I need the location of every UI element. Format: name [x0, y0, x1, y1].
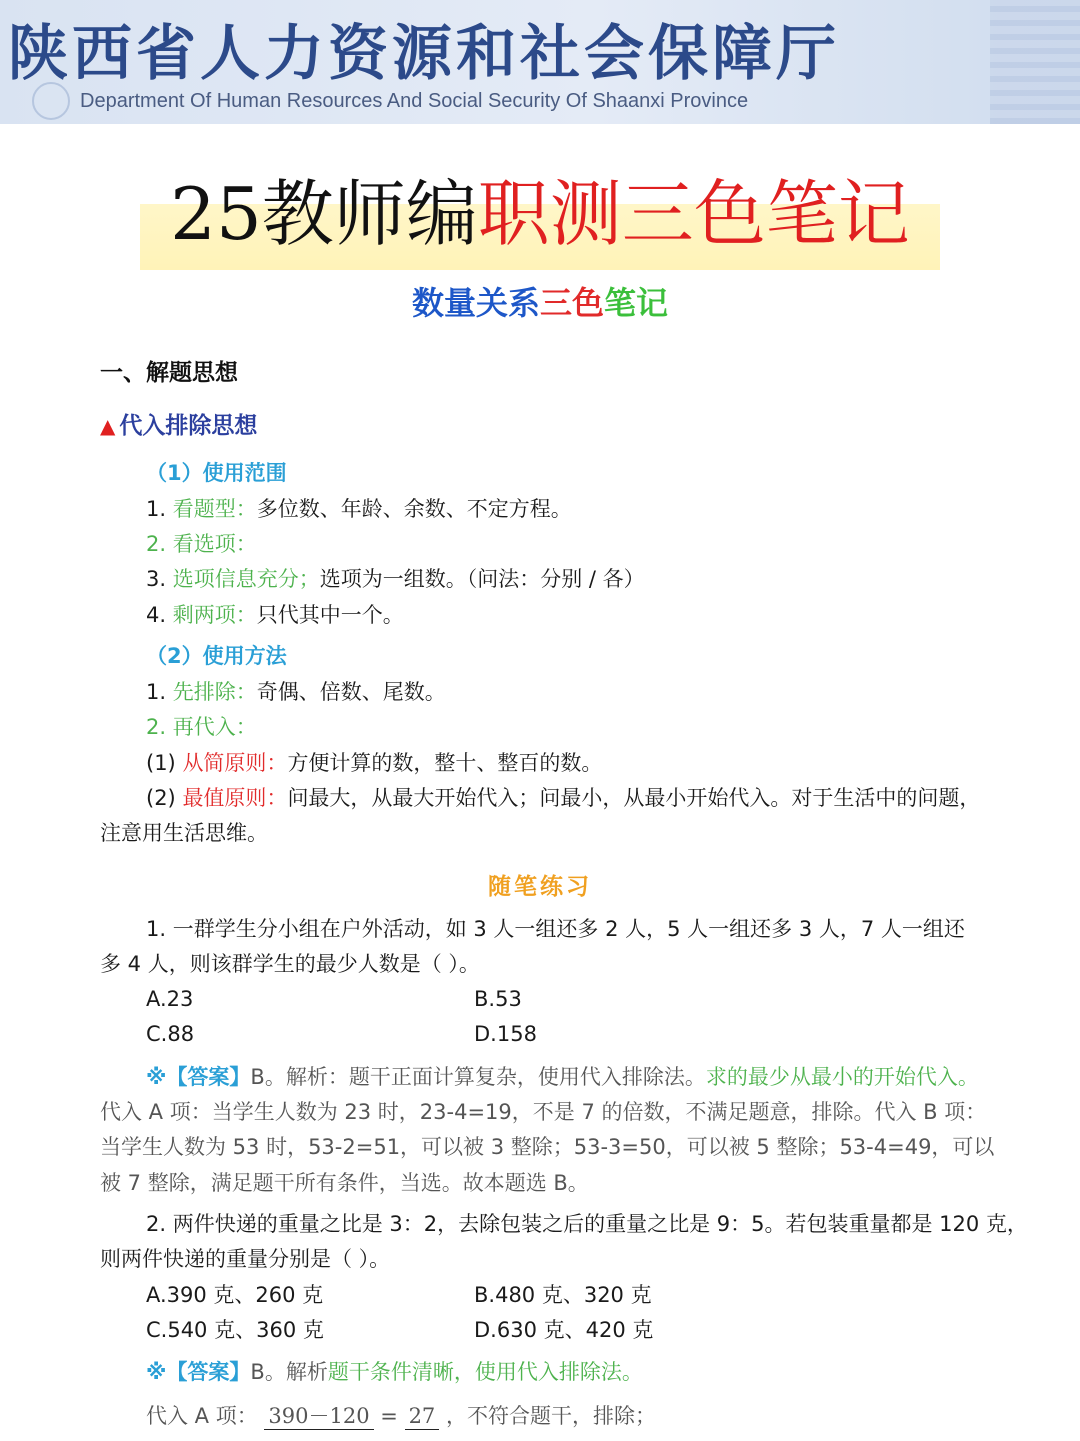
q2-option-a: A.390 克、260 克 — [146, 1283, 324, 1307]
method-heading: （2）使用方法 — [146, 644, 287, 668]
item-num: (2) — [146, 786, 176, 810]
q1-option-b: B.53 — [474, 987, 522, 1011]
method-item — [146, 783, 980, 813]
item-label: 最值原则： — [182, 786, 288, 810]
item-label: 2. 再代入： — [146, 715, 257, 739]
answer-mark: ※【答案】 — [146, 1360, 251, 1384]
q1-line1: 1. 一群学生分小组在户外活动，如 3 人一组还多 2 人，5 人一组还多 3 人，7 人一组还 — [146, 917, 965, 941]
item-text: 方便计算的数，整十、整百的数。 — [287, 751, 603, 775]
item-num: (1) — [146, 751, 176, 775]
q2-answer — [146, 1357, 643, 1387]
subtitle-green: 笔记 — [604, 284, 669, 322]
answer-highlight: 题干条件清晰，使用代入排除法。 — [327, 1360, 643, 1384]
scope-item — [146, 564, 645, 594]
subtitle-red: 三色 — [539, 284, 604, 322]
q1-answer — [146, 1062, 979, 1092]
item-text: 选项为一组数。（问法：分别 / 各） — [319, 567, 645, 591]
header-title-cn: 陕西省人力资源和社会保障厅 — [8, 19, 840, 89]
answer-lead: B。解析 — [250, 1360, 328, 1384]
main-title-red: 职测三色笔记 — [477, 172, 910, 256]
q2-option-c: C.540 克、360 克 — [146, 1318, 324, 1342]
q1-option-d: D.158 — [474, 1022, 537, 1046]
item-label: 先排除： — [172, 680, 257, 704]
item-label: 选项信息充分； — [172, 567, 320, 591]
fraction-right — [405, 1403, 440, 1430]
method-item — [146, 677, 446, 707]
q2-line1: 2. 两件快递的重量之比是 3：2，去除包装之后的重量之比是 9：5。若包装重量都是 120 克， — [146, 1212, 1028, 1236]
item-text: 多位数、年龄、余数、不定方程。 — [256, 497, 572, 521]
calc-suffix: ，不符合题干，排除； — [445, 1404, 656, 1428]
q1-option-c: C.88 — [146, 1022, 195, 1046]
fraction-numerator: 390－120 — [264, 1403, 373, 1430]
item-num: 4. — [146, 603, 167, 627]
item-label: 2. 看选项： — [146, 532, 257, 556]
item-text: 只代其中一个。 — [256, 603, 404, 627]
section-heading-2-text: 代入排除思想 — [119, 413, 258, 439]
answer-lead: B。解析：题干正面计算复杂，使用代入排除法。 — [250, 1065, 706, 1089]
scope-heading: （1）使用范围 — [146, 461, 287, 485]
fraction-left — [264, 1403, 373, 1430]
q2-option-b: B.480 克、320 克 — [474, 1283, 652, 1307]
item-num: 1. — [146, 680, 167, 704]
header-title-en: Department Of Human Resources And Social Security Of Shaanxi Province — [80, 90, 749, 112]
q2-calc — [146, 1400, 656, 1431]
q1-explain-line: 被 7 整除，满足题干所有条件，当选。故本题选 B。 — [100, 1171, 589, 1195]
item-label: 看题型： — [172, 497, 257, 521]
item-num: 3. — [146, 567, 167, 591]
scope-item — [146, 529, 257, 559]
scope-item — [146, 600, 404, 630]
item-text: 问最大，从最大开始代入；问最小，从最小开始代入。对于生活中的问题， — [287, 786, 981, 810]
section-heading-2 — [100, 411, 257, 441]
header-banner — [0, 0, 1080, 124]
method-item — [146, 748, 602, 778]
q1-line2: 多 4 人，则该群学生的最少人数是（ ）。 — [100, 952, 480, 976]
equals-sign: = — [380, 1404, 398, 1428]
subtitle — [0, 278, 1080, 324]
answer-highlight: 求的最少从最小的开始代入。 — [705, 1065, 979, 1089]
q2-option-d: D.630 克、420 克 — [474, 1318, 654, 1342]
item-label: 从简原则： — [182, 751, 288, 775]
practice-heading: 随笔练习 — [488, 874, 592, 900]
answer-mark: ※【答案】 — [146, 1065, 251, 1089]
scope-item — [146, 494, 572, 524]
q2-line2: 则两件快递的重量分别是（ ）。 — [100, 1247, 391, 1271]
item-label: 剩两项： — [172, 603, 257, 627]
calc-prefix: 代入 A 项： — [146, 1404, 258, 1428]
main-title — [0, 150, 1080, 270]
method-item-cont: 注意用生活思维。 — [100, 821, 268, 845]
item-text: 奇偶、倍数、尾数。 — [256, 680, 446, 704]
item-num: 1. — [146, 497, 167, 521]
q1-option-a: A.23 — [146, 987, 194, 1011]
section-heading-1: 一、解题思想 — [100, 360, 238, 386]
q1-explain-line: 代入 A 项：当学生人数为 23 时，23-4=19，不是 7 的倍数，不满足题意，排除。代入 B 项： — [100, 1100, 987, 1124]
subtitle-blue: 数量关系 — [411, 284, 540, 322]
building-decoration — [990, 0, 1080, 124]
fraction-numerator: 27 — [405, 1403, 440, 1430]
main-title-black: 25教师编 — [170, 172, 478, 256]
method-item — [146, 712, 257, 742]
triangle-icon: ▲ — [100, 414, 116, 438]
q1-explain-line: 当学生人数为 53 时，53-2=51，可以被 3 整除；53-3=50，可以被 5 整除；53-4=49，可以 — [100, 1135, 995, 1159]
